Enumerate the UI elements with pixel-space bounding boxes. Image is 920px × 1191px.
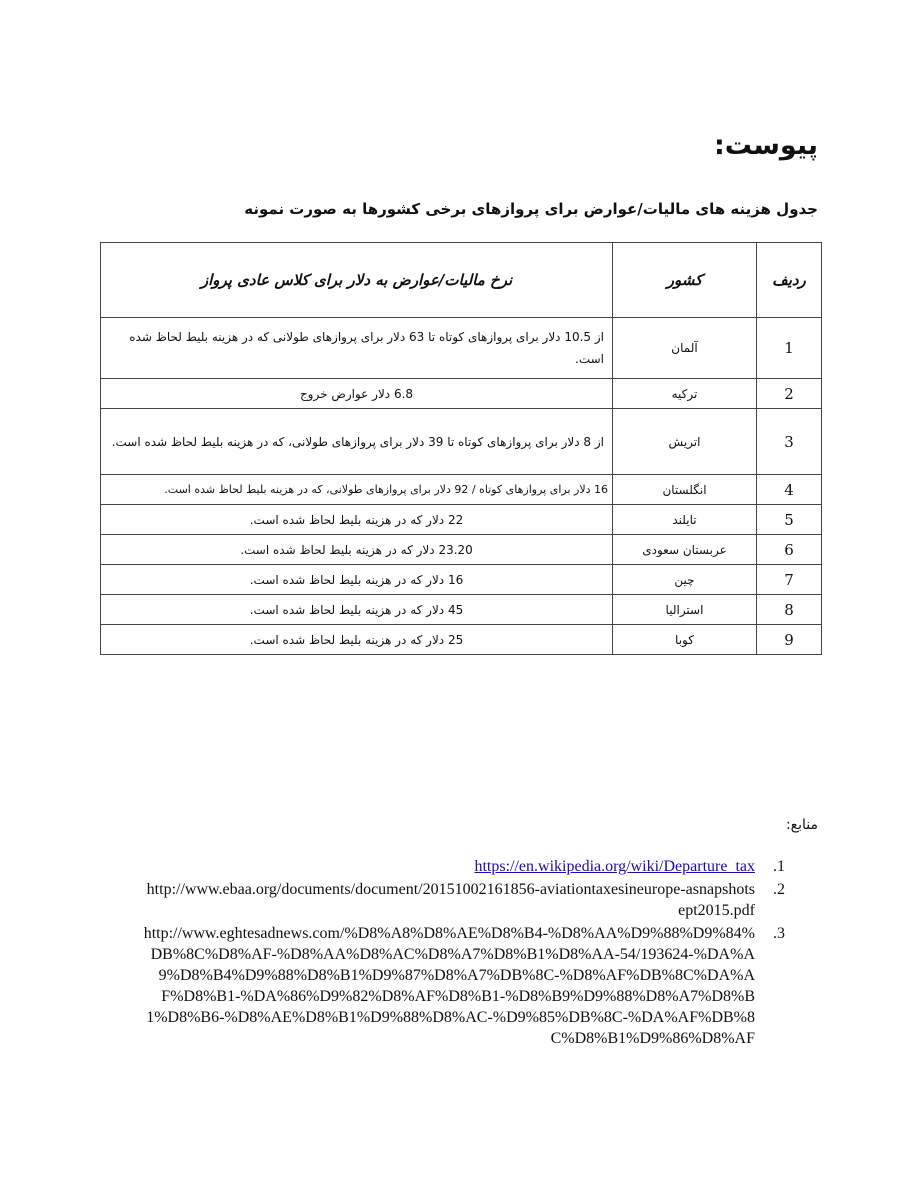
row-index: 5 xyxy=(757,505,822,535)
row-country: تایلند xyxy=(613,505,757,535)
row-rate: 23.20 دلار که در هزینه بلیط لحاظ شده است. xyxy=(101,535,613,565)
row-country: ترکیه xyxy=(613,379,757,409)
row-index: 8 xyxy=(757,595,822,625)
row-index: 9 xyxy=(757,625,822,655)
row-index: 3 xyxy=(757,409,822,475)
source-url: http://www.eghtesadnews.com/%D8%A8%D8%AE%D8%B4-%D8%AA%D9%88%D9%84%DB%8C%D8%AF-%D8%AA%D8%AC%D8%A7%D8%B1%D8%AA-54/193624-%DA%A9%D8%B4%D9%88%D8%B1%D9%87%D8%A7%DB%8C-%D8%AF%DB%8C%DA%AF%D8%B1-%DA%86%D9%82%D8%AF%D8%B1-%D8%B9%D9%88%D8%A7%D8%B1%D8%B6-%D8%AE%D8%B1%D9%88%D8%AC-%D9%85%DB%8C-%DA%AF%DB%8C%D8%B1%D9%86%D8%AF xyxy=(143,925,755,1047)
table-caption: جدول هزینه های مالیات/عوارض برای پروازهای برخی کشورها به صورت نمونه xyxy=(244,200,818,218)
source-item xyxy=(140,879,785,921)
table-row xyxy=(101,565,822,595)
row-rate: 25 دلار که در هزینه بلیط لحاظ شده است. xyxy=(101,625,613,655)
source-item xyxy=(140,923,785,1049)
row-rate: 6.8 دلار عوارض خروج xyxy=(101,379,613,409)
table-row xyxy=(101,505,822,535)
row-rate: از 8 دلار برای پروازهای کوتاه تا 39 دلار برای پروازهای طولانی، که در هزینه بلیط لحاظ شده است. xyxy=(101,409,613,475)
row-rate: 16 دلار برای پروازهای کوتاه / 92 دلار برای پروازهای طولانی، که در هزینه بلیط لحاظ شده است. xyxy=(101,475,613,505)
table-row xyxy=(101,625,822,655)
sources-list xyxy=(140,856,785,1051)
table-row xyxy=(101,535,822,565)
source-item xyxy=(140,856,785,877)
table-row xyxy=(101,595,822,625)
row-index: 7 xyxy=(757,565,822,595)
row-country: آلمان xyxy=(613,318,757,379)
row-rate: 22 دلار که در هزینه بلیط لحاظ شده است. xyxy=(101,505,613,535)
header-index: ردیف xyxy=(757,243,822,318)
row-rate: 45 دلار که در هزینه بلیط لحاظ شده است. xyxy=(101,595,613,625)
header-country: کشور xyxy=(613,243,757,318)
row-country: کوبا xyxy=(613,625,757,655)
table-row xyxy=(101,379,822,409)
row-country: چین xyxy=(613,565,757,595)
source-url: http://www.ebaa.org/documents/document/20151002161856-aviationtaxesineurope-asnapshotsept2015.pdf xyxy=(146,881,755,919)
row-country: اتریش xyxy=(613,409,757,475)
row-index: 1 xyxy=(757,318,822,379)
row-country: انگلستان xyxy=(613,475,757,505)
table-row xyxy=(101,409,822,475)
table-row xyxy=(101,475,822,505)
table-row xyxy=(101,318,822,379)
table-header-row xyxy=(101,243,822,318)
row-rate: از 10.5 دلار برای پروازهای کوتاه تا 63 دلار برای پروازهای طولانی که در هزینه بلیط لحاظ شده است. xyxy=(101,318,613,379)
source-number: .3 xyxy=(773,925,785,942)
tax-table xyxy=(100,242,822,655)
row-index: 4 xyxy=(757,475,822,505)
source-number: .2 xyxy=(773,881,785,898)
row-index: 2 xyxy=(757,379,822,409)
row-country: عربستان سعودی xyxy=(613,535,757,565)
header-rate: نرخ مالیات/عوارض به دلار برای کلاس عادی پرواز xyxy=(101,243,613,318)
sources-title: منابع: xyxy=(785,817,818,833)
source-number: .1 xyxy=(773,858,785,875)
page-heading: پیوست: xyxy=(713,130,818,161)
row-country: استرالیا xyxy=(613,595,757,625)
row-rate: 16 دلار که در هزینه بلیط لحاظ شده است. xyxy=(101,565,613,595)
source-link[interactable]: https://en.wikipedia.org/wiki/Departure_tax xyxy=(474,858,755,875)
row-index: 6 xyxy=(757,535,822,565)
